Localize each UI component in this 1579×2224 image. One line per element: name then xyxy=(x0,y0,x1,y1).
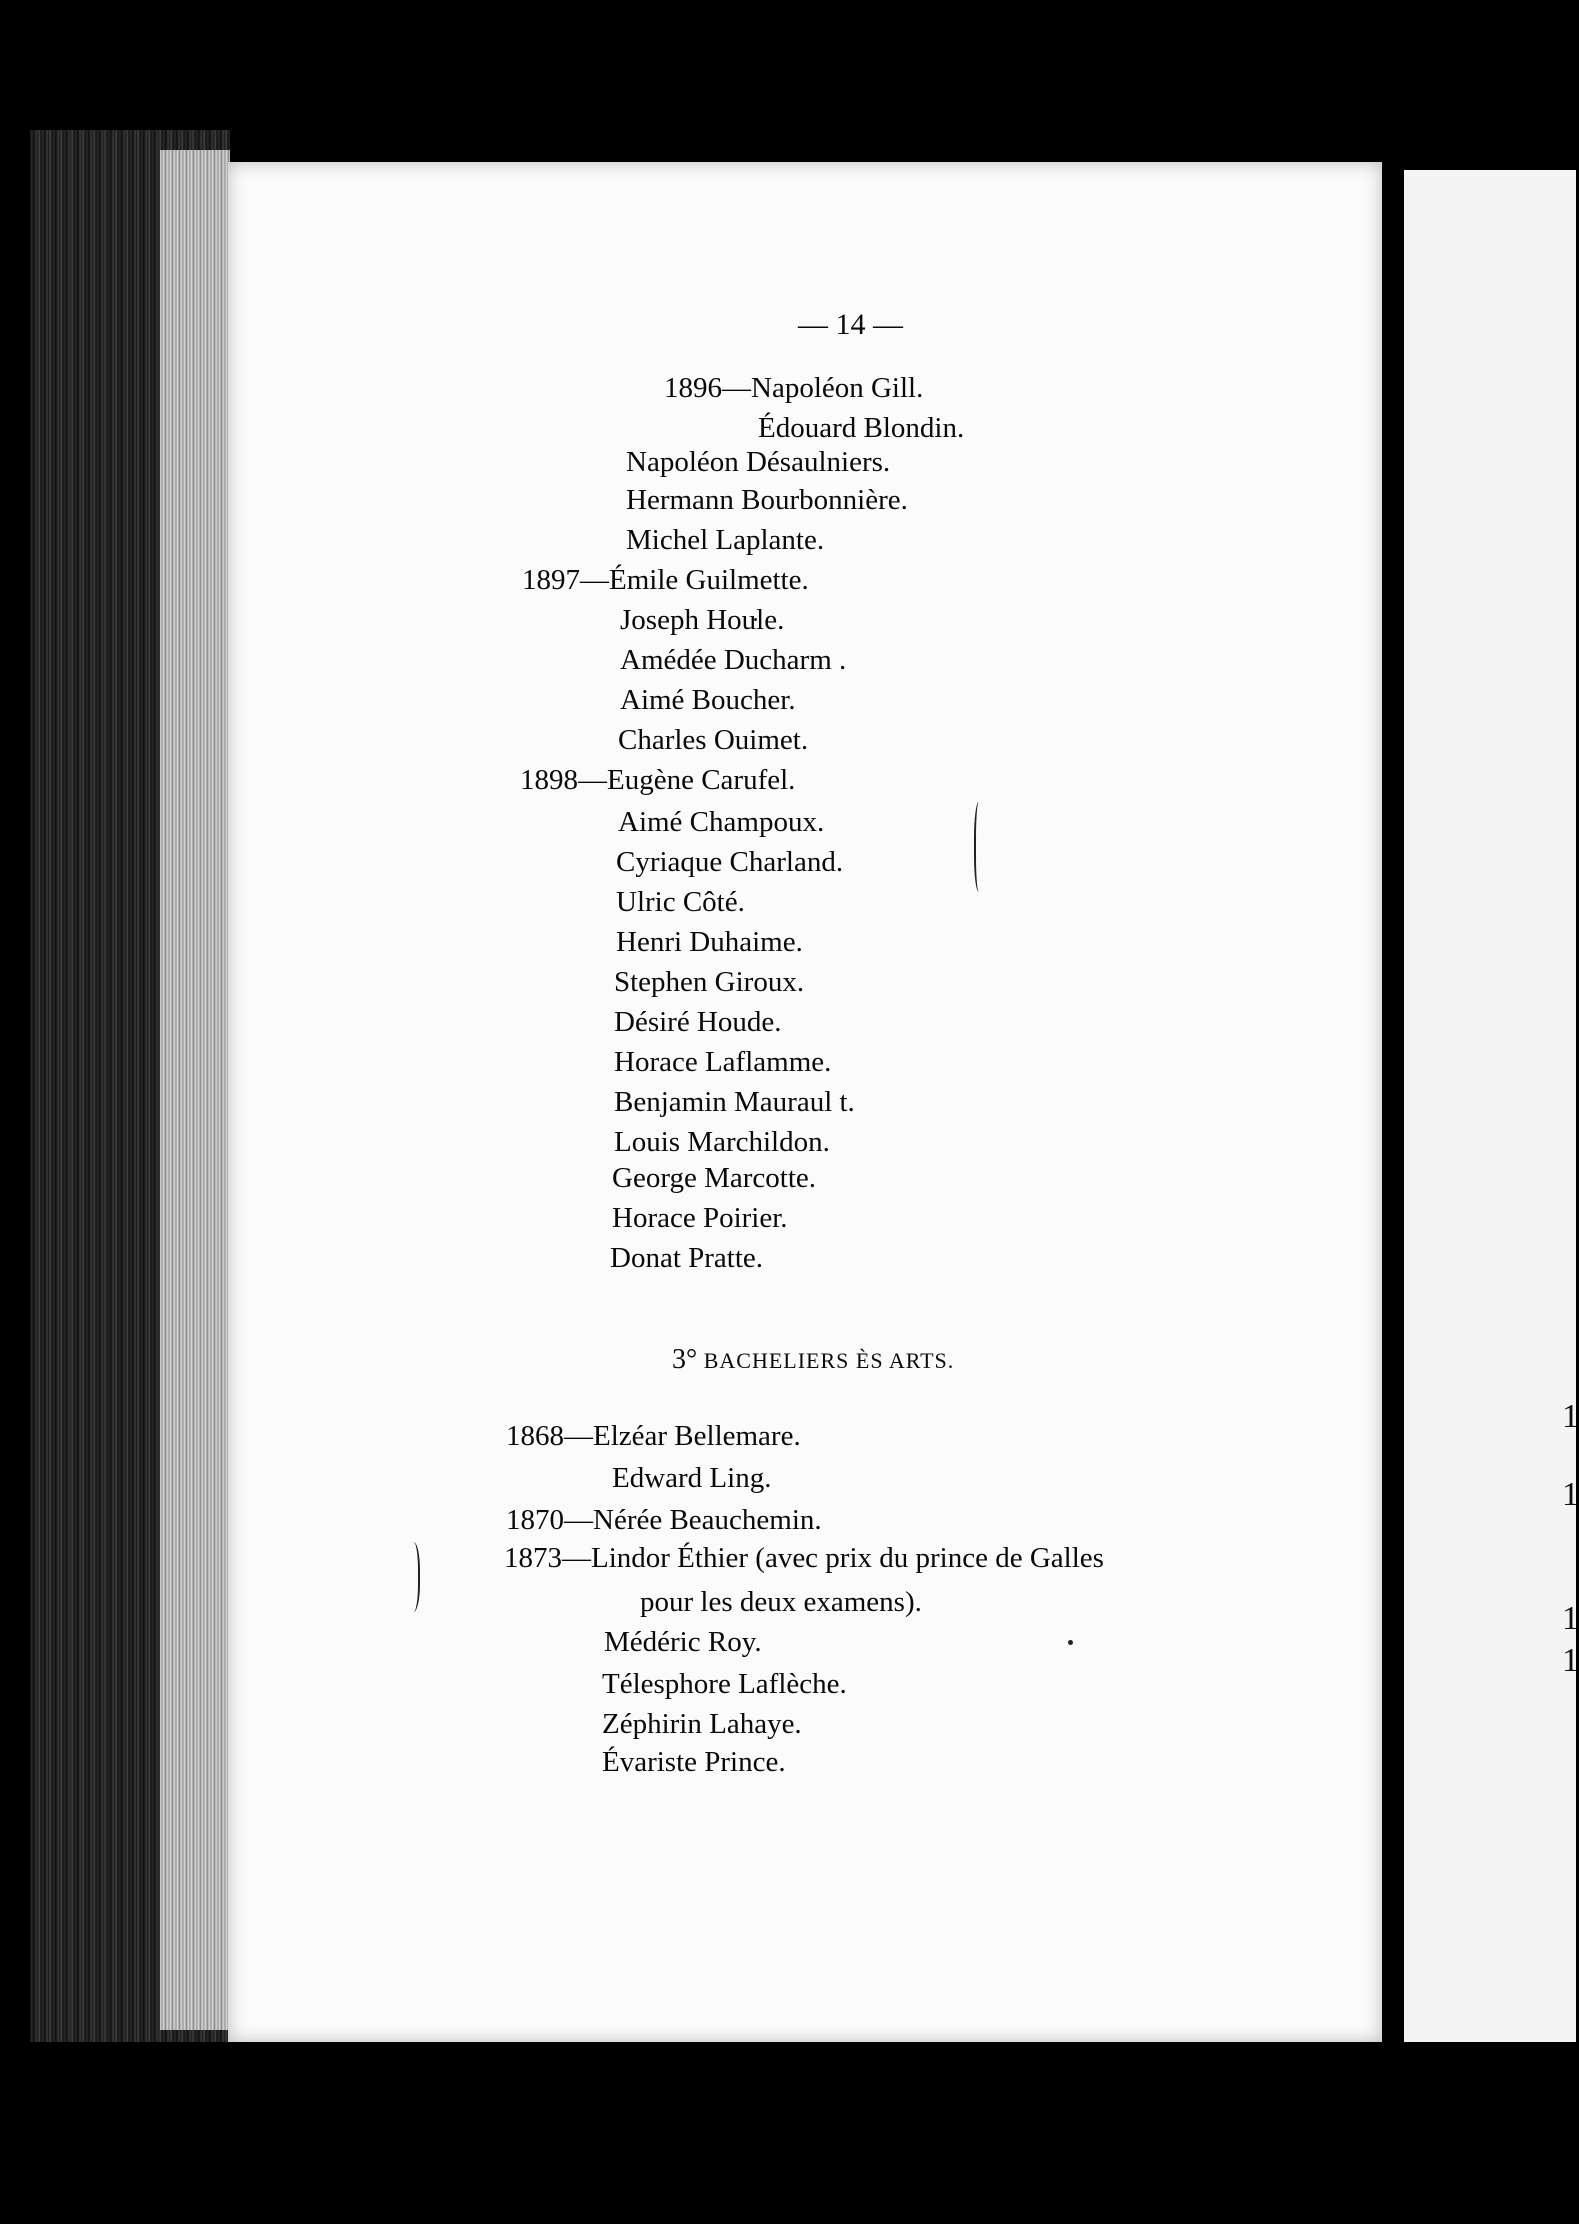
list-entry: Amédée Ducharm . xyxy=(620,644,847,676)
page-fore-edge xyxy=(160,150,230,2030)
list-entry: Horace Poirier. xyxy=(612,1202,788,1234)
facing-page-char: 1 xyxy=(1562,1642,1579,1679)
list-entry: pour les deux examens). xyxy=(640,1586,922,1618)
section-title: BACHELIERS ÈS ARTS. xyxy=(703,1348,955,1373)
ink-speck xyxy=(1068,1640,1073,1645)
section-number: 3° xyxy=(672,1344,698,1375)
list-entry: Édouard Blondin. xyxy=(758,412,965,444)
facing-page-char: 1 xyxy=(1562,1476,1579,1513)
pencil-mark xyxy=(974,802,986,892)
pencil-mark xyxy=(404,1542,420,1612)
facing-page-char: 1 xyxy=(1562,1600,1579,1637)
list-entry: Hermann Bourbonnière. xyxy=(626,484,908,516)
list-entry: 1868—Elzéar Bellemare. xyxy=(506,1420,801,1452)
list-entry: 1898—Eugène Carufel. xyxy=(520,764,796,796)
list-entry: Horace Laflamme. xyxy=(614,1046,832,1078)
list-entry: Michel Laplante. xyxy=(626,524,825,556)
list-entry: Napoléon Désaulniers. xyxy=(626,446,891,478)
list-entry: Benjamin Mauraul t. xyxy=(614,1086,855,1118)
list-entry: Télesphore Laflèche. xyxy=(602,1668,847,1700)
page-number: — 14 — xyxy=(798,308,903,341)
list-entry: Cyriaque Charland. xyxy=(616,846,844,878)
list-entry: Henri Duhaime. xyxy=(616,926,803,958)
facing-page-char: 1 xyxy=(1562,1398,1579,1435)
list-entry: Désiré Houde. xyxy=(614,1006,782,1038)
list-entry: Louis Marchildon. xyxy=(614,1126,830,1158)
list-entry: 1873—Lindor Éthier (avec prix du prince de Galles xyxy=(504,1542,1104,1574)
list-entry: Aimé Boucher. xyxy=(620,684,796,716)
list-entry: Charles Ouimet. xyxy=(618,724,809,756)
list-entry: George Marcotte. xyxy=(612,1162,816,1194)
book-page-edges xyxy=(30,130,230,2042)
list-entry: 1870—Nérée Beauchemin. xyxy=(506,1504,822,1536)
list-entry: Ulric Côté. xyxy=(616,886,745,918)
list-entry: Donat Pratte. xyxy=(610,1242,764,1274)
list-entry: Joseph Houle. xyxy=(620,604,785,636)
facing-page xyxy=(1404,170,1579,2042)
list-entry: Edward Ling. xyxy=(612,1462,772,1494)
list-entry: Zéphirin Lahaye. xyxy=(602,1708,802,1740)
list-entry: Évariste Prince. xyxy=(602,1746,786,1778)
section-heading xyxy=(672,1346,954,1374)
list-entry: Aimé Champoux. xyxy=(618,806,825,838)
list-entry: Stephen Giroux. xyxy=(614,966,805,998)
list-entry: 1897—Émile Guilmette. xyxy=(522,564,809,596)
list-entry: Médéric Roy. xyxy=(604,1626,762,1658)
list-entry: 1896—Napoléon Gill. xyxy=(664,372,924,404)
